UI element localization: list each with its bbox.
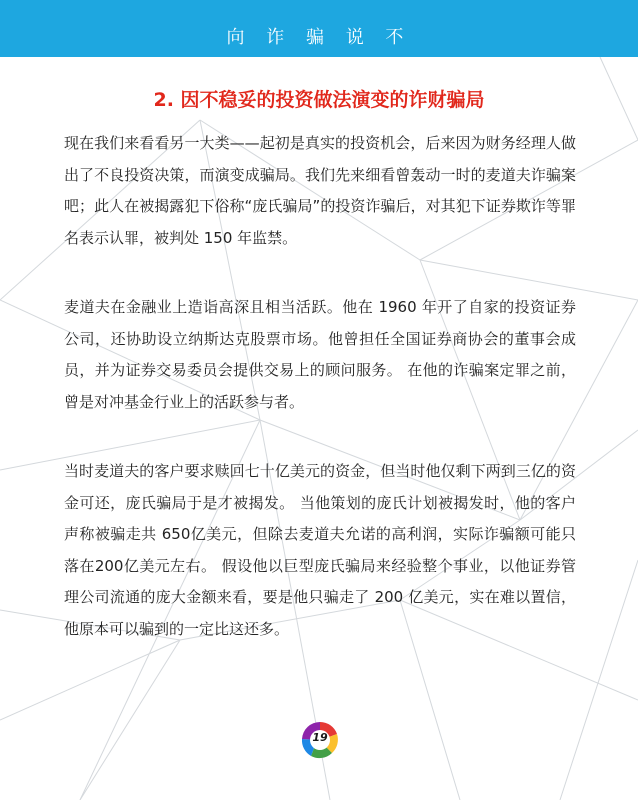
header-bar <box>0 0 638 57</box>
paragraph-3: 当时麦道夫的客户要求赎回七十亿美元的资金，但当时他仅剩下两到三亿的资金可还，庞氏骗局于是才被揭发。 当他策划的庞氏计划被揭发时，他的客户声称被骗走共 650亿美元，但除去麦道夫允诺的高利润，实际诈骗额可能只落在200亿美元左右。 假设他以巨型庞氏骗局来经验整个事业，以他证券管理公司流通的庞大金额来看，要是他只骗走了 200 亿美元，实在难以置信，他原本可以骗到的一定比这还多。 <box>64 462 576 638</box>
article-body <box>64 128 576 683</box>
page-number-badge <box>299 719 341 761</box>
paragraph-2: 麦道夫在金融业上造诣高深且相当活跃。他在 1960 年开了自家的投资证券公司，还协助设立纳斯达克股票市场。他曾担任全国证券商协会的董事会成员，并为证券交易委员会提供交易上的顾问服务。 在他的诈骗案定罪之前，曾是对冲基金行业上的活跃参与者。 <box>64 298 576 411</box>
page-number: 19 <box>312 731 328 744</box>
section-title: 2. 因不稳妥的投资做法演变的诈财骗局 <box>153 89 485 111</box>
header-title: 向 诈 骗 说 不 <box>226 27 412 48</box>
paragraph-1: 现在我们来看看另一大类——起初是真实的投资机会，后来因为财务经理人做出了不良投资决策，而演变成骗局。我们先来细看曾轰动一时的麦道夫诈骗案吧；此人在被揭露犯下俗称“庞氏骗局”的投资诈骗后，对其犯下证券欺诈等罪名表示认罪，被判处 150 年监禁。 <box>64 134 576 247</box>
